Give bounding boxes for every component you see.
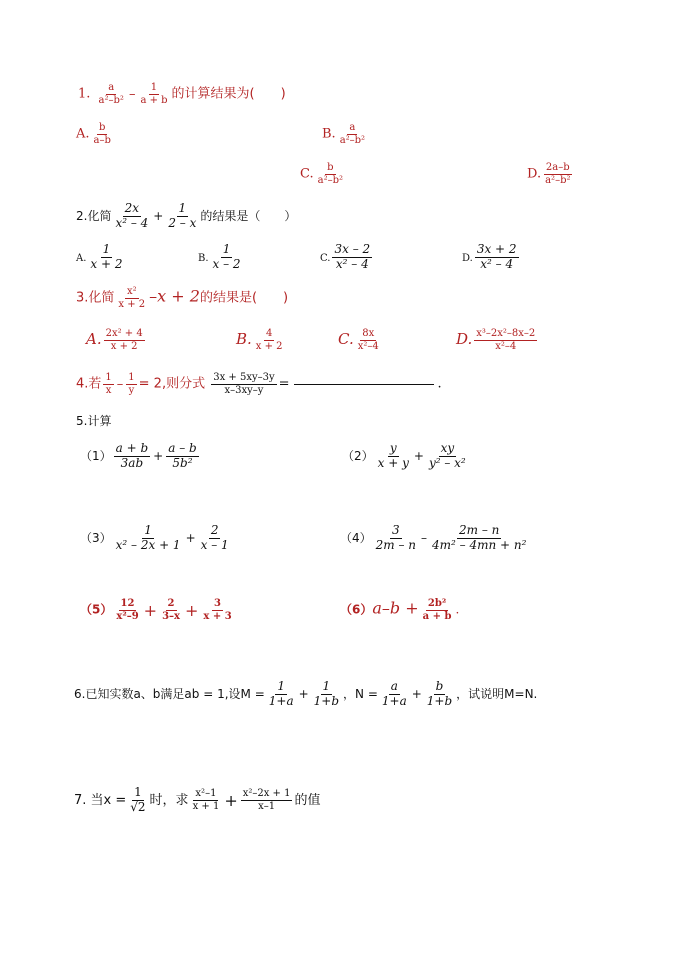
q5-p6-f-den: a + b [422,610,452,622]
q2-f1-den: x² – 4 [115,215,149,230]
fraction [104,328,145,352]
q5-part-1 [80,442,201,471]
q5-part-2 [342,442,470,471]
q3-C-label: C. [338,330,354,348]
fraction [199,524,231,553]
q1-fraction-1 [97,82,126,106]
q1-D-label: D. [527,166,542,182]
q5-p2-f1-num: y [389,441,397,455]
q5-p2-f2-num: xy [440,441,455,455]
q7-f1-num: x²–1 [195,788,217,800]
fraction [114,524,183,553]
q5-p3-op: + [185,531,196,546]
q5-p1-op: + [153,449,164,464]
q5-p2-f1-den: x + y [377,455,409,470]
q5-p6-end: . [455,602,460,617]
question-2 [76,202,296,231]
q3-B-den: x + 2 [255,340,283,352]
q5-p5-f1-num: 12 [120,598,135,609]
q3-f-num: x² [126,286,137,297]
q3-A-num: 2x² + 4 [105,328,143,339]
q5-p5-op2: + [185,600,199,620]
q2-C-label: C. [320,252,331,264]
q6-f3-den: 1+a [381,693,407,708]
q1-f2-num: 1 [150,82,158,93]
q6-mid: ，N = [343,686,378,701]
q2-option-b [198,243,245,272]
q5-p1-f2-num: a – b [168,441,197,455]
q1-A-label: A. [76,126,90,142]
q7-op: + [224,790,238,810]
q2-prefix: 2.化简 [76,208,112,223]
fraction [421,598,454,622]
q5-p3-f1-num: 1 [144,523,152,537]
fraction [338,122,367,146]
q5-p4-f1-num: 3 [392,523,400,537]
q1-f1-num: a [108,82,115,93]
fraction [376,442,411,471]
q5-part-5 [80,598,236,622]
q5-p2-label: （2） [342,448,374,463]
q2-tail: 的结果是（ ） [200,208,297,223]
fraction [316,162,345,186]
q1-option-b [322,122,369,146]
fraction [166,442,198,471]
q5-p3-label: （3） [80,530,112,545]
q5-p6-f-num: 2b² [427,598,447,609]
q4-eq: = 2,则分式 [138,376,206,392]
q5-p1-f2-den: 5b² [172,455,193,470]
q2-f1-num: 2x [124,201,140,215]
fraction [430,524,528,553]
q7-f2-den: x–1 [258,800,276,812]
q3-B-num: 4 [265,328,273,339]
q2-option-c [320,243,374,272]
q5-p5-f3-num: 3 [214,598,222,609]
q1-B-num: a [349,122,356,133]
q4-end: . [437,376,442,392]
q5-p1-f1-den: 3ab [120,455,144,470]
q3-tail: 的结果是( ) [199,290,289,306]
fraction [267,680,296,709]
q1-tail: 的计算结果为( ) [171,86,286,102]
q7-f-num: 1 [134,785,142,799]
q3-D-label: D. [456,330,473,348]
fraction [211,372,276,396]
q4-minus: – [116,376,124,392]
q4-prefix: 4.若 [76,376,102,392]
question-6 [74,680,537,709]
q6-f2-num: 1 [322,679,331,693]
q3-option-c [338,328,383,352]
q5-p4-label: （4） [340,530,372,545]
q6-prefix: 6.已知实数a、b满足ab = 1,设M = [74,686,265,701]
q2-B-den: x – 2 [212,256,241,271]
q3-f-den: x + 2 [118,298,146,310]
fraction [241,788,293,812]
q6-op2: + [411,687,422,702]
q7-prefix: 7. 当x = [74,792,127,808]
q5-p6-expr: a–b + [372,598,419,618]
question-7 [74,786,320,815]
q1-D-num: 2a–b [545,162,570,173]
q2-D-label: D. [462,252,473,264]
q6-tail: ，试说明M=N. [456,686,538,701]
fraction [475,243,519,272]
fraction [103,372,113,396]
q3-A-label: A. [86,330,102,348]
q3-D-den: x²–4 [495,340,517,352]
q2-D-num: 3x + 2 [476,242,517,256]
q5-p3-f2-den: x – 1 [200,537,229,552]
q5-p5-f2-num: 2 [167,598,175,609]
q1-C-den: a²–b² [317,174,344,186]
fraction [126,372,136,396]
q3-A-den: x + 2 [110,340,138,352]
q3-D-num: x³–2x²–8x–2 [476,328,536,339]
q3-C-num: 8x [362,328,375,339]
q1-fraction-2 [138,82,169,106]
q6-f1-den: 1+a [268,693,294,708]
q2-A-den: x + 2 [90,256,123,271]
q4-eq2: = [278,376,290,392]
q2-f2-den: 2 – x [168,215,197,230]
fraction [166,202,198,231]
q5-p1-f1-num: a + b [115,441,149,455]
q2-B-label: B. [198,252,209,264]
fraction [160,598,182,622]
fraction [332,243,372,272]
q6-f4-num: b [435,679,444,693]
q5-p4-f2-num: 2m – n [459,523,500,537]
q7-tail: 的值 [294,792,321,808]
q6-f1-num: 1 [277,679,285,693]
fraction [374,524,418,553]
q5-p5-f1-den: x²–9 [116,610,139,622]
q1-C-num: b [327,162,334,173]
fraction [88,243,124,272]
q6-f4-den: 1+b [426,693,453,708]
fraction [254,328,285,352]
fraction [356,328,381,352]
question-3 [76,286,288,310]
q7-f1-den: x + 1 [192,800,220,812]
q7-f2-num: x²–2x + 1 [242,788,291,800]
q2-f2-num: 1 [178,201,187,215]
q7-mid: 时，求 [149,792,189,808]
fraction [201,598,233,622]
q2-A-num: 1 [102,242,111,256]
q7-f-den: √2 [130,799,146,814]
q1-B-den: a²–b² [339,134,366,146]
fraction [211,243,243,272]
q1-f1-den: a²–b² [98,94,124,106]
q5-p6-label: （6） [340,602,373,617]
q4-f1-num: 1 [105,372,112,383]
q2-plus: + [153,209,164,224]
q5-part-3 [80,524,233,553]
q4-f2-num: 1 [128,372,135,383]
q5-p2-op: + [413,449,424,464]
q6-op1: + [298,687,309,702]
question-4 [76,372,442,396]
question-1 [78,82,286,106]
q2-B-num: 1 [222,242,231,256]
answer-blank[interactable] [294,384,434,385]
fraction [114,442,151,471]
q2-C-num: 3x – 2 [334,242,371,256]
q3-prefix: 3.化简 [76,290,115,306]
q4-f2-den: y [128,384,135,396]
q5-p4-f2-den: 4m² – 4mn + n² [432,537,527,552]
q5-p5-label: （5） [80,602,113,617]
q2-C-den: x² – 4 [335,256,369,271]
q1-minus: – [128,86,136,102]
q2-A-label: A. [76,252,87,264]
q6-f2-den: 1+b [313,693,340,708]
q5-p5-op1: + [143,600,158,620]
q3-option-a [86,328,147,352]
q5-p2-f2-den: y² – x² [428,455,466,470]
fraction [474,328,537,352]
fraction [128,786,147,815]
fraction [92,122,113,146]
q1-f2-den: a + b [140,94,168,106]
q1-option-a [76,122,115,146]
q5-p5-f3-den: x + 3 [203,610,232,622]
q3-C-den: x²–4 [357,340,379,352]
q5-part-6 [340,598,459,622]
q1-A-den: a–b [93,134,111,146]
q2-option-d [462,243,521,272]
fraction [543,162,572,186]
q1-B-label: B. [322,126,336,142]
q5-title: 5.计算 [76,414,112,428]
q1-D-den: a²–b² [545,174,571,186]
q5-p3-f2-num: 2 [210,523,219,537]
q5-p1-label: （1） [80,448,112,463]
q1-option-c [300,162,347,186]
q2-D-den: x² – 4 [480,256,514,271]
q2-option-a [76,243,127,272]
fraction [427,442,468,471]
fraction [116,286,147,310]
q3-B-label: B. [236,330,252,348]
q5-p5-f2-den: 3–x [162,610,180,622]
q1-A-num: b [99,122,106,133]
q5-p4-op: – [421,531,428,546]
q1-option-d [527,162,574,186]
q6-f3-num: a [390,679,398,693]
q1-number: 1. [78,86,91,102]
q4-f3-num: 3x + 5xy–3y [213,372,275,383]
q5-part-4 [340,524,530,553]
fraction [312,680,341,709]
fraction [425,680,454,709]
fraction [380,680,409,709]
fraction [114,598,140,622]
fraction [191,788,222,812]
q3-option-b [236,328,287,352]
q3-option-d [456,328,539,352]
q5-p4-f1-den: 2m – n [375,537,417,552]
q5-p3-f1-den: x² – 2x + 1 [115,537,181,552]
q4-f1-den: x [105,384,112,396]
q4-f3-den: x–3xy–y [224,384,264,396]
fraction [113,202,150,231]
q1-C-label: C. [300,166,314,182]
q3-expr: –x + 2 [149,286,200,306]
